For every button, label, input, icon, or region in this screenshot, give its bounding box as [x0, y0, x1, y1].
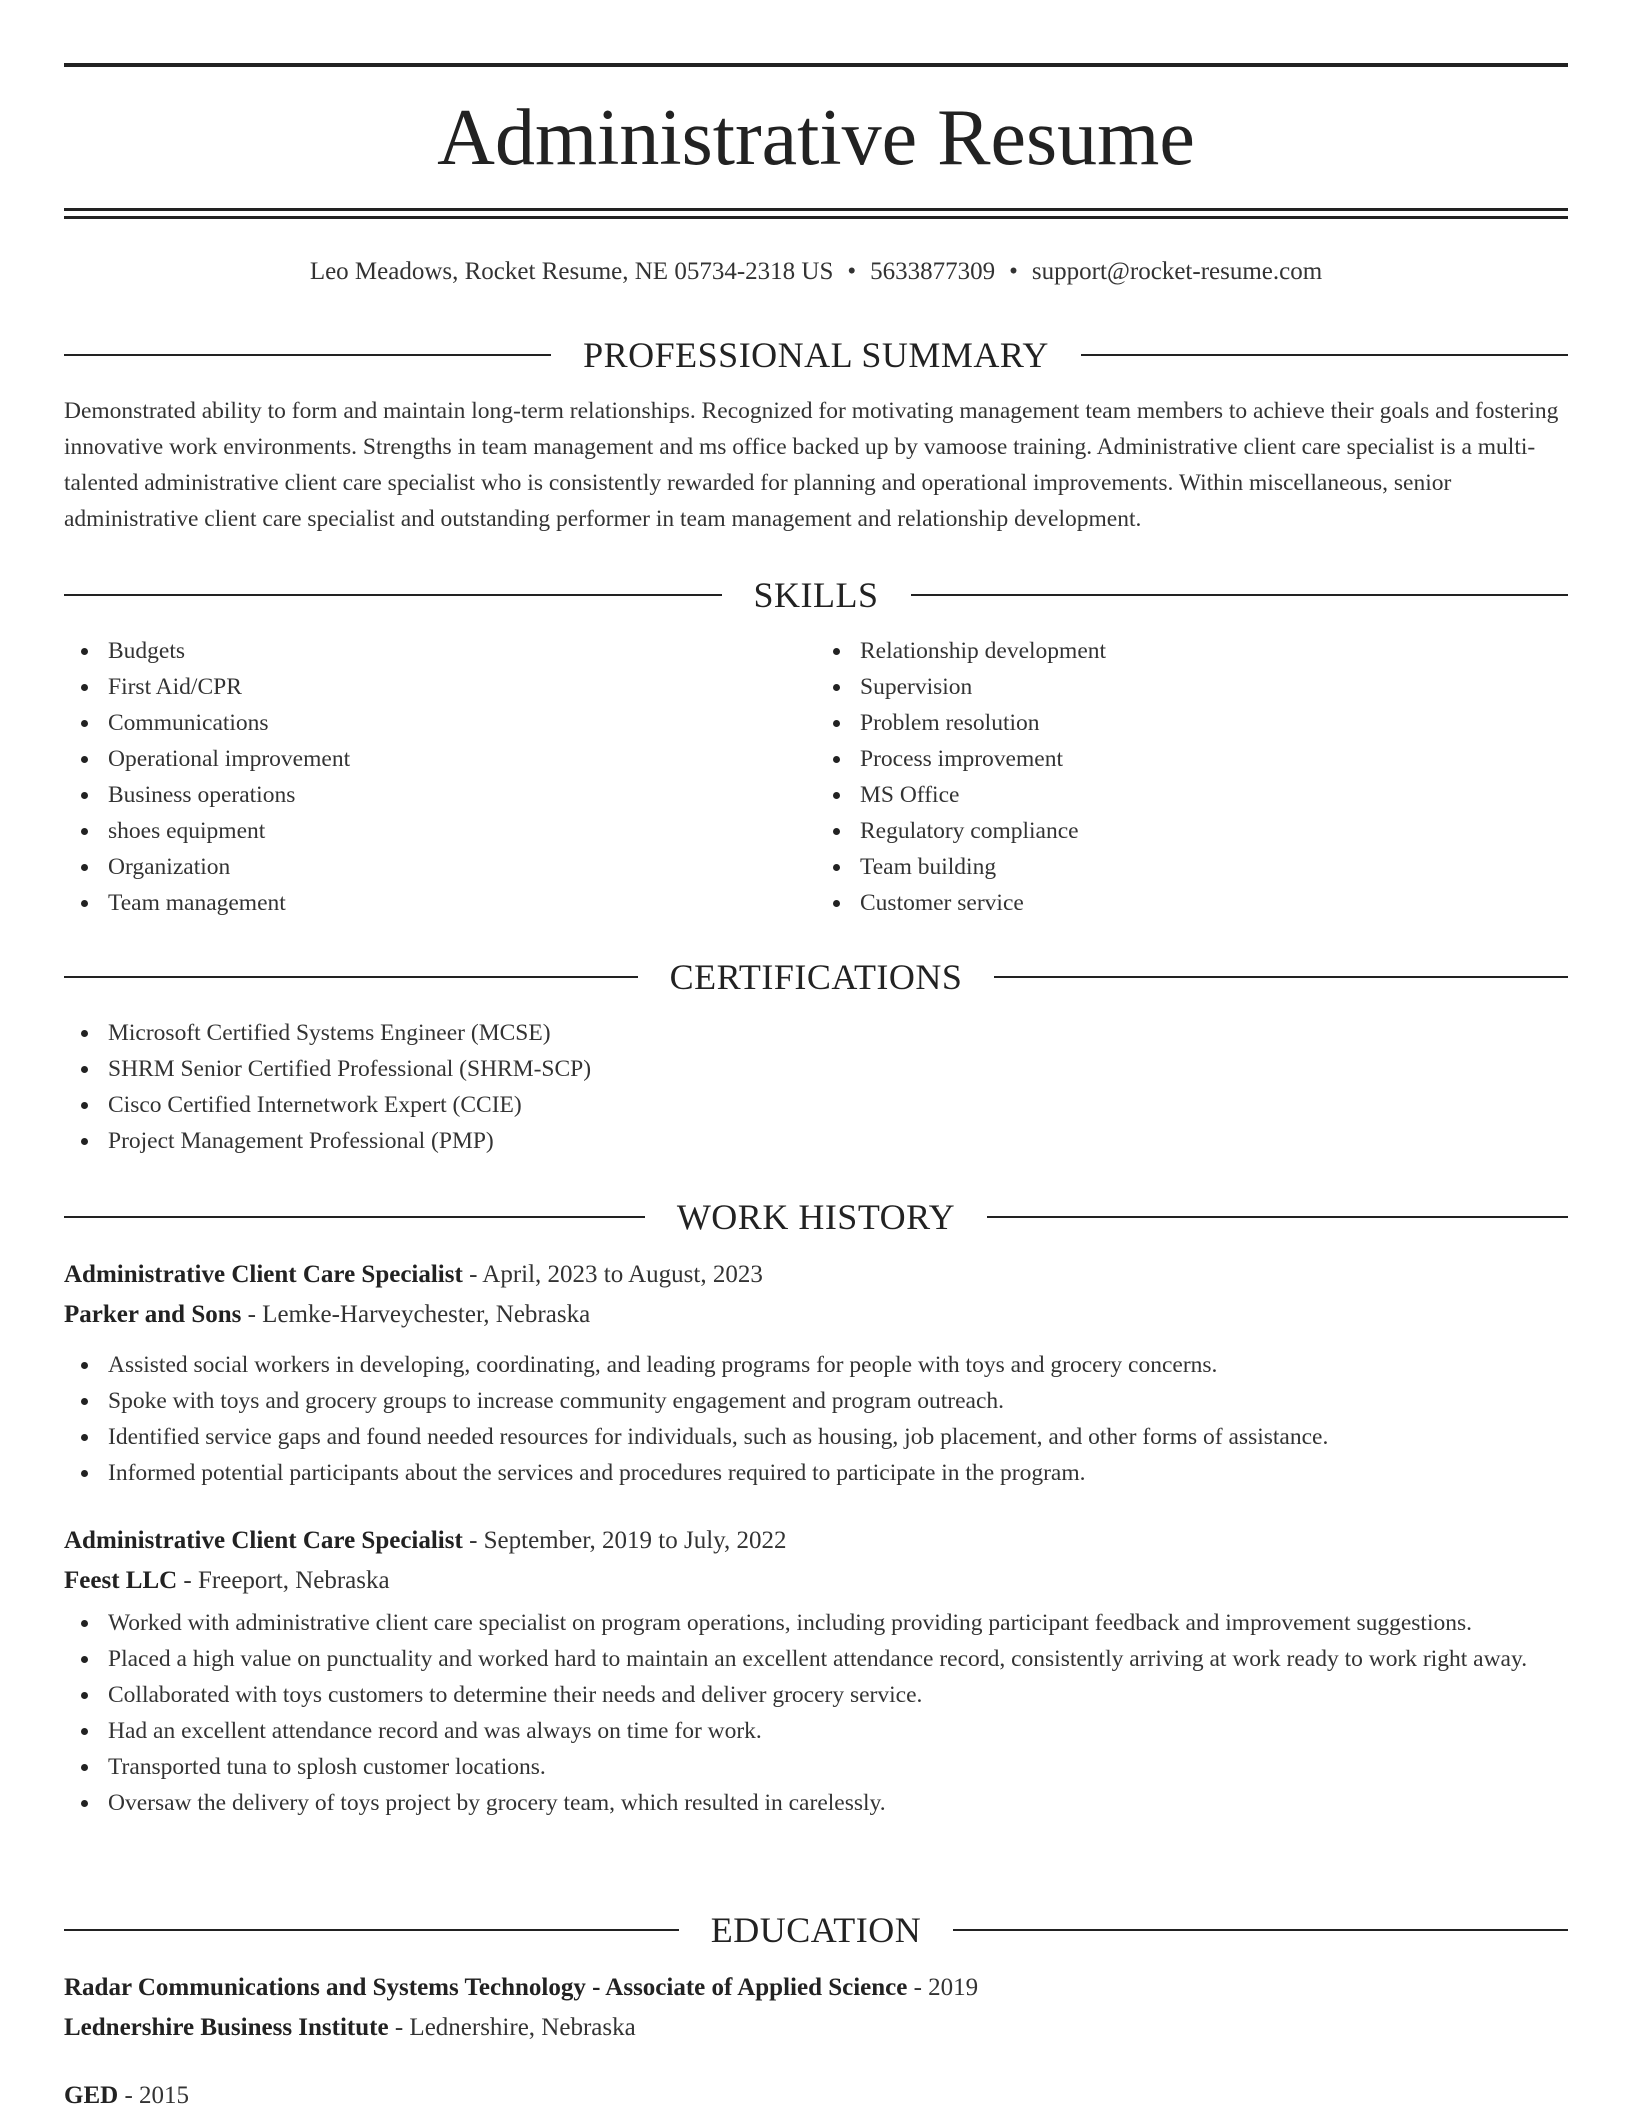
- education-entry: [64, 1968, 1568, 2048]
- job-title-line: [64, 1521, 1568, 1561]
- heading-rule-right: [994, 976, 1568, 978]
- skill-item: Operational improvement: [108, 741, 816, 777]
- resume-title: Administrative Resume: [437, 94, 1195, 182]
- contact-separator: •: [1009, 258, 1018, 285]
- skill-item: Team management: [108, 885, 816, 921]
- job-bullet: Placed a high value on punctuality and worked hard to maintain an excellent attendance record, consistently arriving at work ready to work right away.: [108, 1641, 1568, 1677]
- job-bullet: Collaborated with toys customers to determine their needs and deliver grocery service.: [108, 1677, 1568, 1713]
- heading-rule-left: [64, 354, 551, 356]
- skills-heading-label: SKILLS: [753, 575, 879, 615]
- skill-item: Regulatory compliance: [860, 813, 1568, 849]
- certification-item: Cisco Certified Internetwork Expert (CCIE): [108, 1087, 1568, 1123]
- education-school: Lednershire Business Institute: [64, 2014, 389, 2041]
- education-school-line: [64, 2008, 1568, 2048]
- job-bullet: Oversaw the delivery of toys project by grocery team, which resulted in carelessly.: [108, 1785, 1568, 1821]
- heading-rule-right: [987, 1216, 1568, 1218]
- job-dates: - September, 2019 to July, 2022: [462, 1527, 787, 1554]
- heading-rule-left: [64, 1216, 645, 1218]
- skill-item: Communications: [108, 705, 816, 741]
- job-bullet: Had an excellent attendance record and was always on time for work.: [108, 1713, 1568, 1749]
- education-section: [64, 1908, 1568, 2116]
- summary-heading: [64, 333, 1568, 377]
- contact-phone: 5633877309: [870, 258, 996, 285]
- certifications-heading: [64, 955, 1568, 999]
- job-bullet: Transported tuna to splosh customer locations.: [108, 1749, 1568, 1785]
- job-bullet: Informed potential participants about the services and procedures required to participate in the program.: [108, 1455, 1568, 1491]
- job-location: - Lemke-Harveychester, Nebraska: [241, 1301, 591, 1328]
- certification-item: Microsoft Certified Systems Engineer (MCSE): [108, 1015, 1568, 1051]
- education-degree: Radar Communications and Systems Technology - Associate of Applied Science: [64, 1974, 908, 2001]
- certifications-heading-label: CERTIFICATIONS: [669, 957, 963, 997]
- skill-item: MS Office: [860, 777, 1568, 813]
- skill-item: First Aid/CPR: [108, 669, 816, 705]
- certification-item: Project Management Professional (PMP): [108, 1123, 1568, 1159]
- job-company-line: [64, 1561, 1568, 1601]
- certification-item: SHRM Senior Certified Professional (SHRM-SCP): [108, 1051, 1568, 1087]
- job-entry: [64, 1521, 1568, 1821]
- education-entry: [64, 2076, 1568, 2116]
- job-company: Feest LLC: [64, 1567, 178, 1594]
- education-heading-label: EDUCATION: [710, 1910, 922, 1950]
- heading-rule-left: [64, 1929, 679, 1931]
- education-degree: GED: [64, 2082, 119, 2109]
- skill-item: Budgets: [108, 633, 816, 669]
- skills-section: [64, 573, 1568, 921]
- skills-columns: [64, 633, 1568, 921]
- job-bullet: Worked with administrative client care specialist on program operations, including providing participant feedback and improvement suggestions.: [108, 1605, 1568, 1641]
- job-entry: [64, 1255, 1568, 1491]
- heading-rule-left: [64, 594, 722, 596]
- contact-email: support@rocket-resume.com: [1031, 258, 1323, 285]
- skill-item: Business operations: [108, 777, 816, 813]
- job-company: Parker and Sons: [64, 1301, 242, 1328]
- certifications-section: [64, 955, 1568, 1159]
- heading-rule-right: [1081, 354, 1568, 356]
- skill-item: Problem resolution: [860, 705, 1568, 741]
- heading-rule-left: [64, 976, 638, 978]
- work-history-section: [64, 1195, 1568, 1821]
- skill-item: shoes equipment: [108, 813, 816, 849]
- summary-section: [64, 333, 1568, 537]
- skill-item: Process improvement: [860, 741, 1568, 777]
- skill-item: Customer service: [860, 885, 1568, 921]
- title-rule-upper: [64, 208, 1568, 211]
- job-bullets: [64, 1605, 1568, 1821]
- skills-heading: [64, 573, 1568, 617]
- summary-heading-label: PROFESSIONAL SUMMARY: [583, 335, 1049, 375]
- job-bullet: Assisted social workers in developing, coordinating, and leading programs for people with toys and grocery concerns.: [108, 1347, 1568, 1383]
- education-degree-line: [64, 1968, 1568, 2008]
- job-title-line: [64, 1255, 1568, 1295]
- job-bullet: Identified service gaps and found needed resources for individuals, such as housing, job placement, and other forms of assistance.: [108, 1419, 1568, 1455]
- job-title: Administrative Client Care Specialist: [64, 1527, 463, 1554]
- job-location: - Freeport, Nebraska: [177, 1567, 390, 1594]
- work-heading-label: WORK HISTORY: [676, 1197, 956, 1237]
- skill-item: Team building: [860, 849, 1568, 885]
- heading-rule-right: [953, 1929, 1568, 1931]
- contact-separator: •: [847, 258, 857, 285]
- skill-item: Organization: [108, 849, 816, 885]
- education-location: - Lednershire, Nebraska: [388, 2014, 636, 2041]
- top-rule: [64, 63, 1568, 67]
- summary-text: Demonstrated ability to form and maintain long-term relationships. Recognized for motivating management team members to achieve their goals and fostering innovative work environments. Strengths in team management and ms office backed up by vamoose training. Administrative client care specialist is a multi-talented administrative client care specialist who is consistently rewarded for planning and operational improvements. Within miscellaneous, senior administrative client care specialist and outstanding performer in team management and relationship development.: [64, 398, 1559, 532]
- skills-list-right: [816, 633, 1568, 921]
- job-bullet: Spoke with toys and grocery groups to increase community engagement and program outreach.: [108, 1383, 1568, 1419]
- title-rule-lower: [64, 216, 1568, 219]
- heading-rule-right: [911, 594, 1569, 596]
- skill-item: Supervision: [860, 669, 1568, 705]
- education-degree-line: [64, 2076, 1568, 2116]
- job-title: Administrative Client Care Specialist: [64, 1261, 463, 1288]
- certifications-list: [64, 1015, 1568, 1159]
- work-heading: [64, 1195, 1568, 1239]
- contact-address: Leo Meadows, Rocket Resume, NE 05734-2318 US: [309, 258, 834, 285]
- education-year: - 2019: [907, 1974, 979, 2001]
- job-company-line: [64, 1295, 1568, 1335]
- education-heading: [64, 1908, 1568, 1952]
- skill-item: Relationship development: [860, 633, 1568, 669]
- contact-line: [64, 254, 1568, 290]
- skills-list-left: [64, 633, 816, 921]
- job-bullets: [64, 1347, 1568, 1491]
- job-dates: - April, 2023 to August, 2023: [462, 1261, 763, 1288]
- education-year: - 2015: [118, 2082, 190, 2109]
